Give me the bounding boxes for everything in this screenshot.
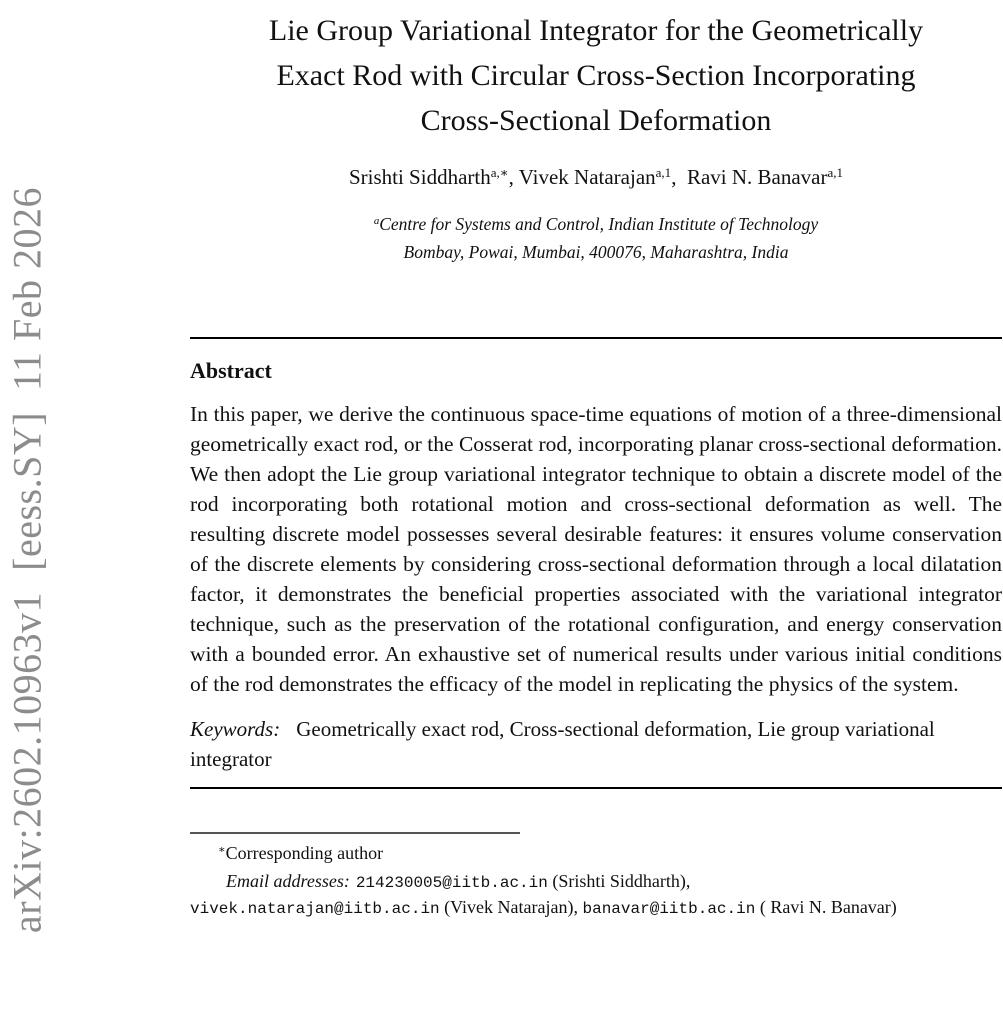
footnote-rule [190,832,520,834]
title-line-2: Exact Rod with Circular Cross-Section Incorporating [276,59,916,92]
affiliation-mark: a [373,215,380,228]
email-addresses-note [190,869,1002,922]
corresponding-author-note [190,841,1002,869]
affiliation [190,212,1002,265]
email-holder-3: ( Ravi N. Banavar) [759,897,897,917]
email-address-2: vivek.natarajan@iitb.ac.in [190,900,440,918]
author-separator: , [671,165,687,189]
corresponding-author-text: Corresponding author [225,843,384,863]
affiliation-line-1: Centre for Systems and Control, Indian Institute of Technology [379,214,819,234]
footnote-marker: ∗ [218,843,226,856]
paper-page [190,0,1002,922]
email-address-3: banavar@iitb.ac.in [582,900,756,918]
author-separator: , [508,165,519,189]
affiliation-line-2: Bombay, Powai, Mumbai, 400076, Maharashtra, India [403,242,789,262]
author-1-name: Srishti Siddharth [348,165,491,189]
abstract-heading: Abstract [190,358,272,383]
keywords-label: Keywords: [190,717,281,741]
keywords [190,714,1002,774]
keywords-text: Geometrically exact rod, Cross-sectional deformation, Lie group variational integrator [190,717,935,771]
paper-title [190,8,1002,143]
author-2-name: Vivek Natarajan [518,165,656,189]
email-address-1: 214230005@iitb.ac.in [355,873,548,892]
author-3-affil-marks: a,1 [827,164,844,180]
abstract-body: In this paper, we derive the continuous space-time equations of motion of a three-dimensional geometrically exact rod, or the Cosserat rod, incorporating planar cross-sectional deformation. We then adopt the Lie group variational integrator technique to obtain a discrete model of the rod incorporating both rotational motion and cross-sectional deformation as well. The resulting discrete model possesses several desirable features: it ensures volume conservation of the discrete elements by considering cross-sectional deformation through a local dilatation factor, it demonstrates the beneficial properties associated with the variational integrator technique, such as the preservation of the rotational configuration, and energy conservation with a bounded error. An exhaustive set of numerical results under various initial conditions of the rod demonstrates the efficacy of the model in replicating the physics of the system. [190,402,1002,696]
author-3-name: Ravi N. Banavar [686,165,828,189]
title-line-1: Lie Group Variational Integrator for the Geometrically [268,14,924,47]
title-line-3: Cross-Sectional Deformation [420,104,772,137]
author-2-affil-marks: a,1 [655,164,672,180]
arxiv-watermark: arXiv:2602.10963v1 [eess.SY] 11 Feb 2026 [4,186,50,934]
author-1-affil-marks: a,∗ [490,164,509,180]
author-line [190,164,1002,193]
email-holder-2: (Vivek Natarajan), [444,897,578,917]
email-holder-1: (Srishti Siddharth), [552,870,691,891]
abstract-top-rule [190,337,1002,339]
email-addresses-label: Email addresses: [226,870,350,891]
abstract-bottom-rule [190,787,1002,789]
